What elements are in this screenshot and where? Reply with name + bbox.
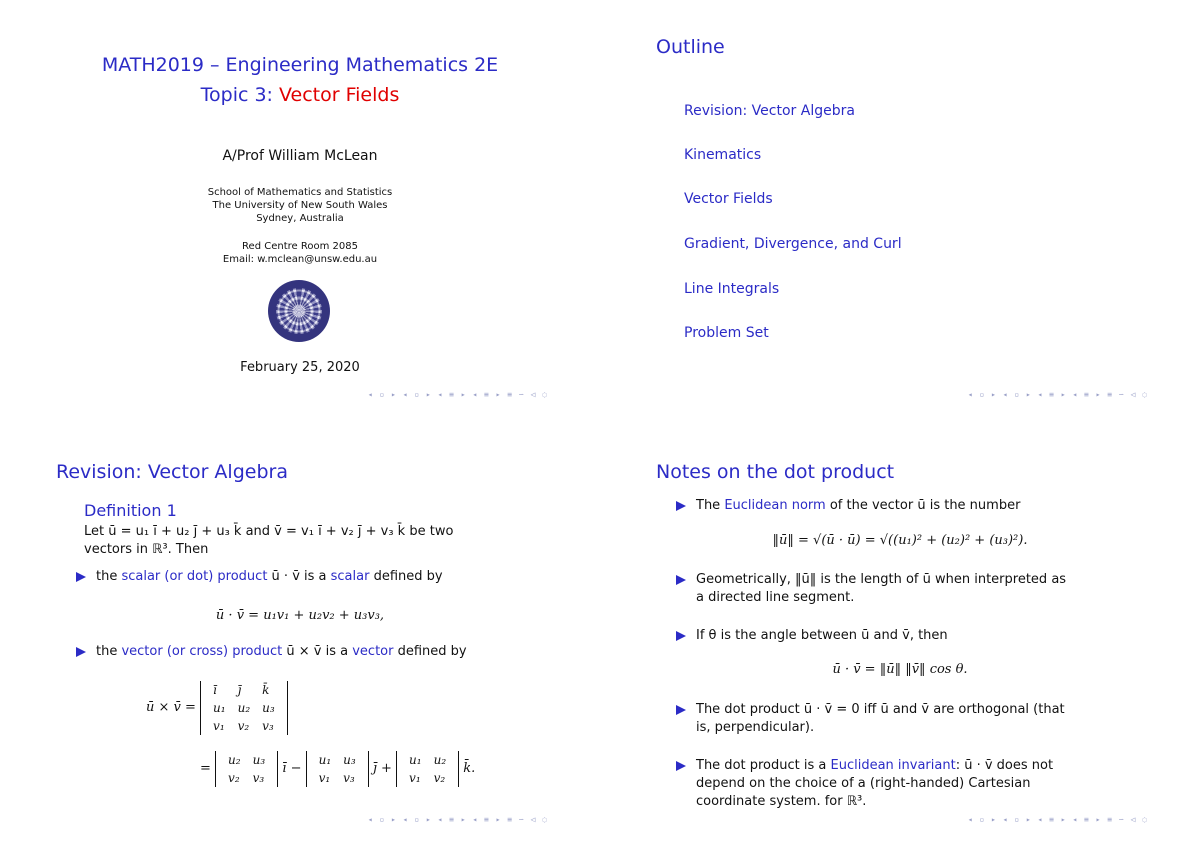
bullet-triangle-icon xyxy=(76,647,86,657)
room: Red Centre Room 2085 xyxy=(242,241,358,252)
email: Email: w.mclean@unsw.edu.au xyxy=(222,254,378,265)
outline-item-kinematics[interactable]: Kinematics xyxy=(684,147,762,163)
author: A/Prof William McLean xyxy=(222,148,378,164)
equation-dot-product: ū · v̄ = u₁v₁ + u₂v₂ + u₃v₃, xyxy=(215,608,385,623)
bullet-invariant: The dot product is a Euclidean invariant: ū · v̄ does not depend on the choice of a (right-handed) Cartesian coordinate system. for ℝ³. xyxy=(696,757,1116,811)
date: February 25, 2020 xyxy=(240,360,360,375)
bullet-euclidean-norm: The Euclidean norm of the vector ū is the number xyxy=(696,497,1116,515)
outline-item-vector-fields[interactable]: Vector Fields xyxy=(684,191,773,207)
outline-item-problem-set[interactable]: Problem Set xyxy=(684,325,769,341)
slide-title: Notes on the dot product xyxy=(656,461,895,483)
revision-slide xyxy=(0,425,600,849)
cross-product-determinant: ū × v̄ = ī j̄ k̄ u₁ u₂ u₃ v₁ v₂ v₃ xyxy=(146,681,288,735)
university-seal-logo xyxy=(268,280,330,342)
beamer-navigation[interactable]: ◂ ▫ ▸ ◂ ▫ ▸ ◂ ≡ ▸ ◂ ≡ ▸ ≡ ∽ ◁ ◌ xyxy=(967,815,1148,824)
outline-title: Outline xyxy=(656,36,725,58)
topic-prefix: Topic 3: xyxy=(200,84,279,106)
beamer-navigation[interactable]: ◂ ▫ ▸ ◂ ▫ ▸ ◂ ≡ ▸ ◂ ≡ ▸ ≡ ∽ ◁ ◌ xyxy=(367,815,548,824)
location: Sydney, Australia xyxy=(256,213,344,224)
bullet-cross-product: the vector (or cross) product ū × v̄ is a vector defined by xyxy=(96,643,516,661)
bullet-triangle-icon xyxy=(676,501,686,511)
outline-slide xyxy=(600,0,1200,424)
beamer-navigation[interactable]: ◂ ▫ ▸ ◂ ▫ ▸ ◂ ≡ ▸ ◂ ≡ ▸ ≡ ∽ ◁ ◌ xyxy=(367,390,548,399)
bullet-angle: If θ is the angle between ū and v̄, then xyxy=(696,627,1116,645)
outline-item-line-integrals[interactable]: Line Integrals xyxy=(684,281,780,297)
title-slide xyxy=(0,0,600,424)
university: The University of New South Wales xyxy=(212,200,388,211)
bullet-geometric: Geometrically, ‖ū‖ is the length of ū when interpreted as a directed line segment. xyxy=(696,571,1116,607)
bullet-triangle-icon xyxy=(676,575,686,585)
dot-product-notes-slide xyxy=(600,425,1200,849)
bullet-triangle-icon xyxy=(676,761,686,771)
bullet-triangle-icon xyxy=(676,705,686,715)
definition-title: Definition 1 xyxy=(84,501,177,520)
bullet-orthogonal: The dot product ū · v̄ = 0 iff ū and v̄ are orthogonal (that is, perpendicular). xyxy=(696,701,1116,737)
outline-item-revision[interactable]: Revision: Vector Algebra xyxy=(684,103,855,119)
outline-item-gradient[interactable]: Gradient, Divergence, and Curl xyxy=(684,236,902,252)
beamer-navigation[interactable]: ◂ ▫ ▸ ◂ ▫ ▸ ◂ ≡ ▸ ◂ ≡ ▸ ≡ ∽ ◁ ◌ xyxy=(967,390,1148,399)
topic-title xyxy=(0,84,600,106)
school: School of Mathematics and Statistics xyxy=(207,187,393,198)
cross-product-expansion: = u₂ u₃ v₂ v₃ ī − u₁ u₃ v₁ v₃ j̄ + u₁ u₂ v₁ v₂ k̄. xyxy=(200,753,476,785)
definition-line-1: Let ū = u₁ ī + u₂ j̄ + u₃ k̄ and v̄ = v₁ ī + v₂ j̄ + v₃ k̄ be two xyxy=(84,524,454,539)
definition-line-2: vectors in ℝ³. Then xyxy=(84,542,209,557)
bullet-dot-product: the scalar (or dot) product ū · v̄ is a scalar defined by xyxy=(96,568,516,586)
equation-norm: ‖ū‖ = √(ū · ū) = √((u₁)² + (u₂)² + (u₃)²). xyxy=(772,533,1028,548)
bullet-triangle-icon xyxy=(676,631,686,641)
equation-angle: ū · v̄ = ‖ū‖ ‖v̄‖ cos θ. xyxy=(832,662,968,677)
topic-name: Vector Fields xyxy=(279,84,400,106)
bullet-triangle-icon xyxy=(76,572,86,582)
course-title: MATH2019 – Engineering Mathematics 2E xyxy=(101,54,499,76)
slide-title: Revision: Vector Algebra xyxy=(56,461,288,483)
